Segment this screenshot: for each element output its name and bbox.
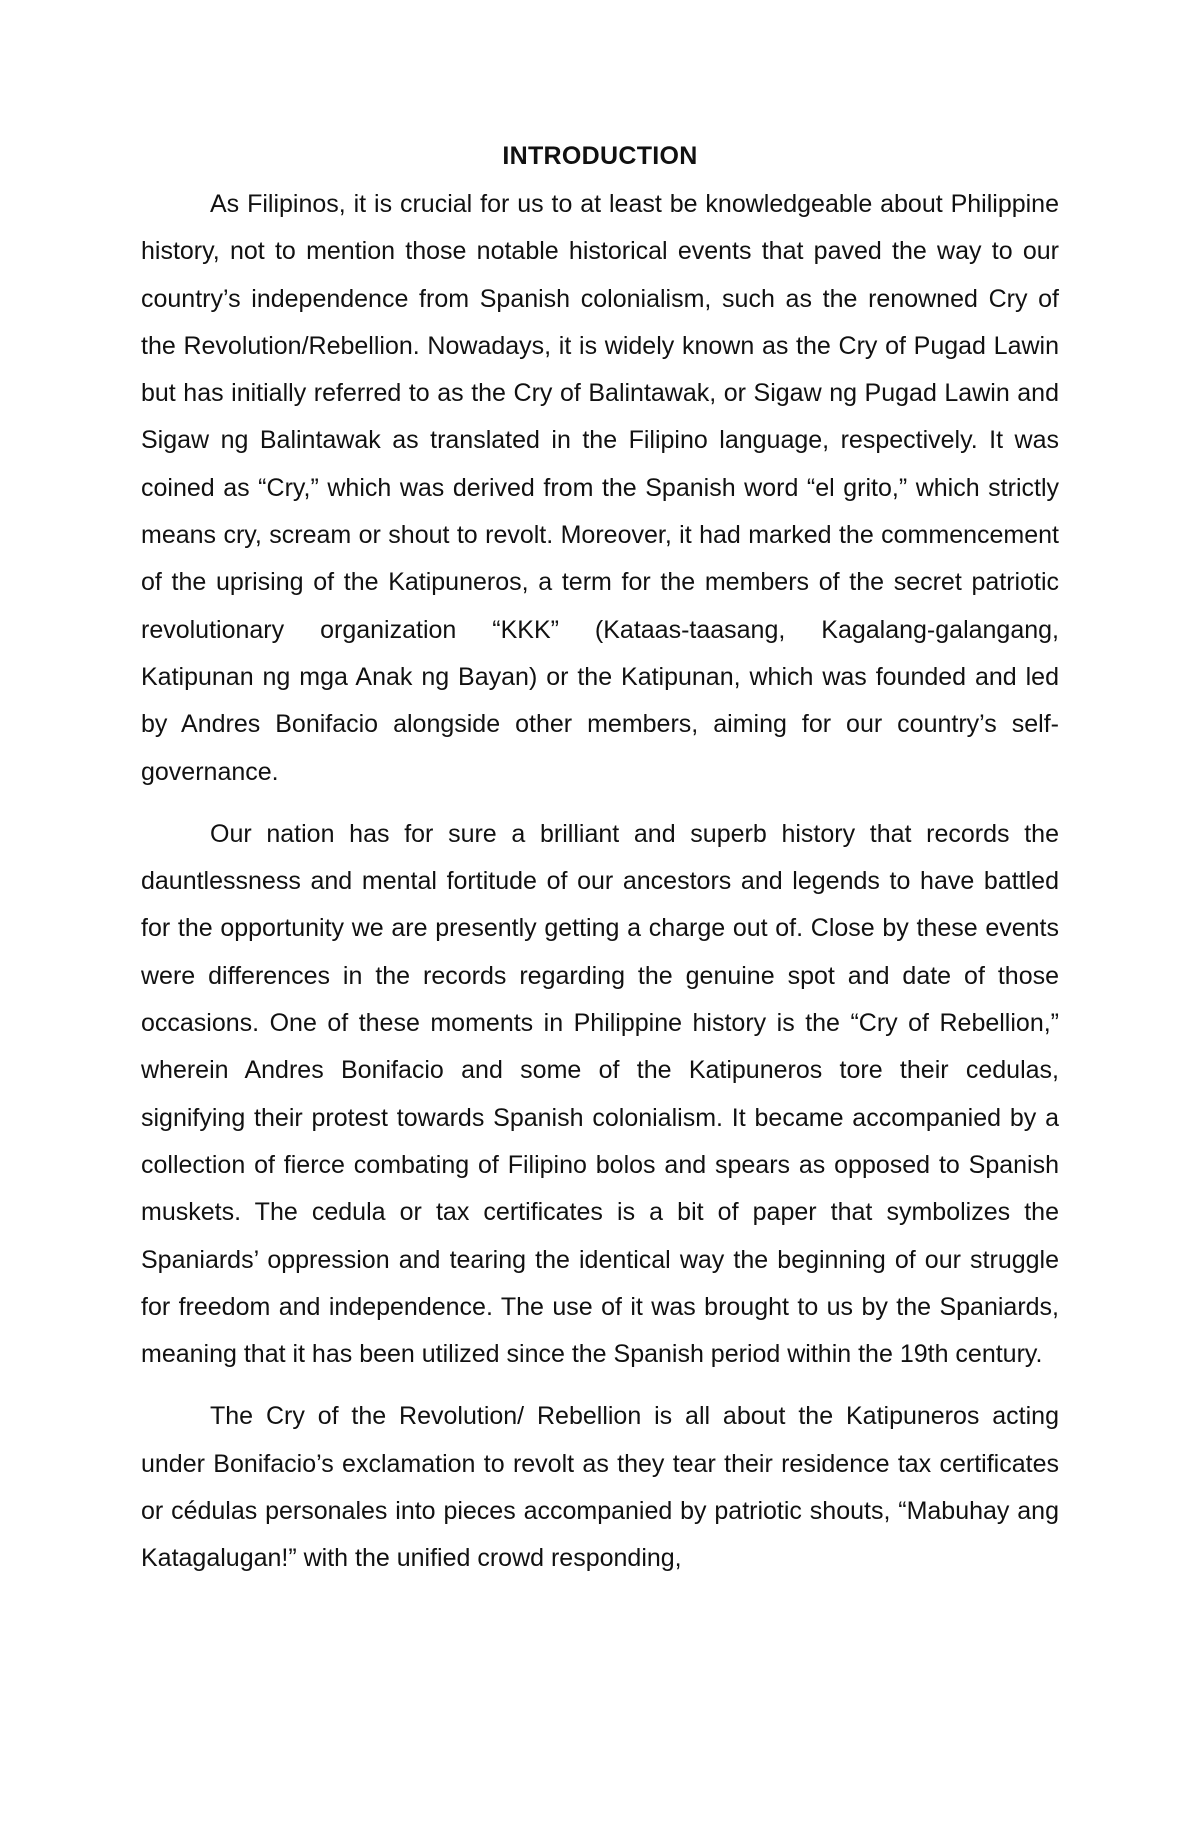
page-title: INTRODUCTION [502,142,698,170]
document-body [141,136,1059,1583]
paragraph-3: The Cry of the Revolution/ Rebellion is all about the Katipuneros acting under Bonifacio’s exclamation to revolt as they tear their residence tax certificates or cédulas personales into pieces accompanied by patriotic shouts, “Mabuhay ang Katagalugan!” with the unified crowd responding, [141,1402,1059,1573]
paragraph-2: Our nation has for sure a brilliant and superb history that records the dauntlessness and mental fortitude of our ancestors and legends to have battled for the opportunity we are presently getting a charge out of. Close by these events were differences in the records regarding the genuine spot and date of those occasions. One of these moments in Philippine history is the “Cry of Rebellion,” wherein Andres Bonifacio and some of the Katipuneros tore their cedulas, signifying their protest towards Spanish colonialism. It became accompanied by a collection of fierce combating of Filipino bolos and spears as opposed to Spanish muskets. The cedula or tax certificates is a bit of paper that symbolizes the Spaniards’ oppression and tearing the identical way the beginning of our struggle for freedom and independence. The use of it was brought to us by the Spaniards, meaning that it has been utilized since the Spanish period within the 19th century. [141,819,1059,1369]
paragraph-1: As Filipinos, it is crucial for us to at least be knowledgeable about Philippine history, not to mention those notable historical events that paved the way to our country’s independence from Spanish colonialism, such as the renowned Cry of the Revolution/Rebellion. Nowadays, it is widely known as the Cry of Pugad Lawin but has initially referred to as the Cry of Balintawak, or Sigaw ng Pugad Lawin and Sigaw ng Balintawak as translated in the Filipino language, respectively. It was coined as “Cry,” which was derived from the Spanish word “el grito,” which strictly means cry, scream or shout to revolt. Moreover, it had marked the commencement of the uprising of the Katipuneros, a term for the members of the secret patriotic revolutionary organization “KKK” (Kataas-taasang, Kagalang-galangang, Katipunan ng mga Anak ng Bayan) or the Katipunan, which was founded and led by Andres Bonifacio alongside other members, aiming for our country’s self-governance. [141,190,1059,786]
